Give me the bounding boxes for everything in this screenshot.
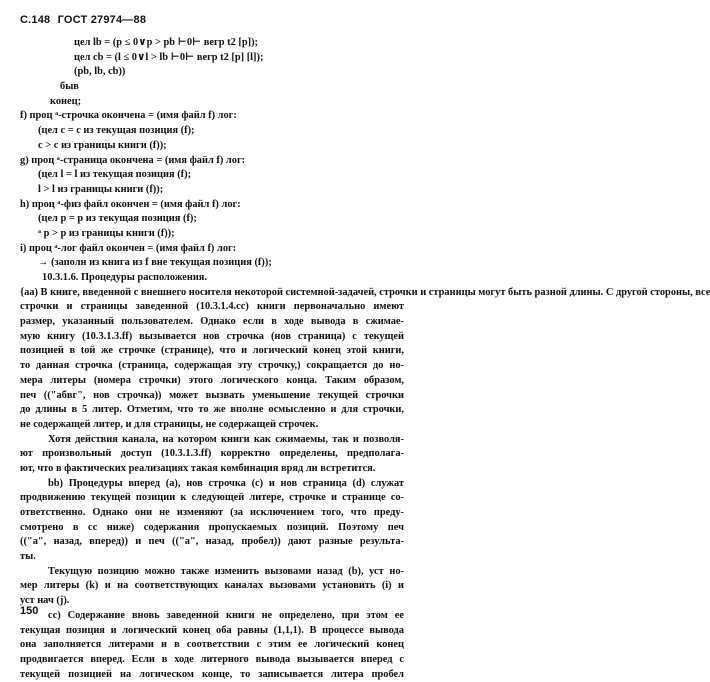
- code-line: → (заполн из книга из f вне текущая позиция (f));: [38, 257, 272, 269]
- standard-designation: ГОСТ 27974—88: [57, 14, 147, 26]
- paragraph-line: текущая позиция и логический конец оба равны (1,1,1). В процессе вывода: [20, 624, 404, 636]
- paragraph-line: уст нач (j).: [20, 595, 70, 607]
- paragraph-line: печ (("абвг", нов строчка)) может вызвать уменьшение текущей строчки: [20, 389, 404, 401]
- paragraph-line: она заполняется литерами и в соответствии с этим ее логический конец: [20, 639, 404, 651]
- paragraph-line: продвижению текущей позиции к следующей литере, строчке и странице со-: [20, 492, 404, 504]
- paragraph-line: текущей позицией на логическом конце, то записывается литера пробел: [20, 668, 404, 680]
- code-line: g) проц ᵃ-страница окончена = (имя файл f) лог:: [20, 154, 246, 166]
- paragraph-line: Текущую позицию можно также изменить вызовами назад (b), уст но-: [48, 565, 404, 577]
- code-line: f) проц ᵃ-строчка окончена = (имя файл f) лог:: [20, 110, 237, 122]
- paragraph-line: мер литеры (k) и на соответствующих каналах вызовами установить (i) и: [20, 580, 404, 592]
- paragraph-line: мую книгу (10.3.1.3.ff) вызывается нов строчка (нов страница) с текущей: [20, 330, 404, 342]
- paragraph-line: продвигается вперед. Если в ходе литерного вывода вызывается вперед с: [20, 653, 404, 665]
- paragraph-line: {aa) В книге, введенной с внешнего носителя некоторой системной-задачей, строчки и страницы могут быть разной длины. С другой стороны, все: [20, 286, 710, 298]
- paragraph-line: смотрено в cc ниже) содержания пропускаемых позиций. Поэтому печ: [20, 521, 404, 533]
- paragraph-line: до длины в 5 литер. Отметим, что то же вполне осмысленно и для строчки,: [20, 404, 404, 416]
- code-line: i) проц ᵃ-лог файл окончен = (имя файл f) лог:: [20, 242, 237, 254]
- paragraph-line: позицией в toй же строчке (странице), что и логический конец этой книги,: [20, 345, 404, 357]
- code-line: (цел l = l из текущая позиция (f);: [38, 169, 192, 181]
- code-line: цел cb = (l ≤ 0∨l > lb ⊢0⊢ вегр t2 [p] [l]);: [74, 51, 264, 63]
- section-heading: 10.3.1.6. Процедуры расположения.: [42, 272, 208, 283]
- paragraph-line: Хотя действия канала, на котором книги как сжимаемы, так и позволя-: [48, 433, 404, 445]
- code-line: (pb, lb, cb)): [74, 66, 126, 78]
- paragraph-line: cc) Содержание вновь заведенной книги не определено, при этом ее: [48, 609, 404, 621]
- code-line: ᵃ p > p из границы книги (f));: [38, 227, 175, 239]
- code-line: c > c из границы книги (f));: [38, 139, 167, 151]
- code-line: цел lb = (p ≤ 0∨p > pb ⊢0⊢ вегр t2 [p]);: [74, 37, 258, 48]
- code-line: быв: [60, 81, 79, 93]
- running-header: [20, 14, 150, 26]
- paragraph-line: ют произвольный доступ (10.3.1.3.ff) корректно определены, предполага-: [20, 448, 404, 460]
- paragraph-line: мера литеры (номера строчки) этого логического конца. Таким образом,: [20, 374, 404, 386]
- paragraph-line: размер, указанный пользователем. Однако если в ходе вывода в сжимае-: [20, 316, 404, 328]
- paragraph-line: (("a", назад, вперед)) и печ (("a", назад, пробел)) дают разные результа-: [20, 536, 404, 548]
- page-code: C.148: [20, 14, 51, 26]
- paragraph-line: bb) Процедуры вперед (a), нов строчка (c) и нов страница (d) служат: [48, 477, 404, 489]
- paragraph-line: не содержащей литер, и для страницы, не содержащей строчек.: [20, 418, 319, 430]
- code-line: h) проц ᵃ-физ файл окончен = (имя файл f) лог:: [20, 198, 241, 210]
- code-line: конец;: [50, 95, 82, 107]
- code-line: (цел c = c из текущая позиция (f);: [38, 125, 195, 137]
- paragraph-line: то данная строчка (страница, содержащая эту строчку,) сокращается до но-: [20, 360, 404, 372]
- page-body: [20, 36, 710, 682]
- page-number: 150: [20, 605, 39, 617]
- paragraph-line: ты.: [20, 551, 36, 563]
- code-line: (цел p = p из текущая позиция (f);: [38, 213, 197, 225]
- code-line: l > l из границы книги (f));: [38, 183, 164, 195]
- paragraph-line: ответственно. Однако они не изменяют (за исключением того, что преду-: [20, 507, 404, 518]
- paragraph-line: строчки и страницы заведенной (10.3.1.4.cc) книги первоначально имеют: [20, 301, 404, 313]
- paragraph-line: ют, что в фактических реализациях такая комбинация вряд ли встретится.: [20, 462, 376, 474]
